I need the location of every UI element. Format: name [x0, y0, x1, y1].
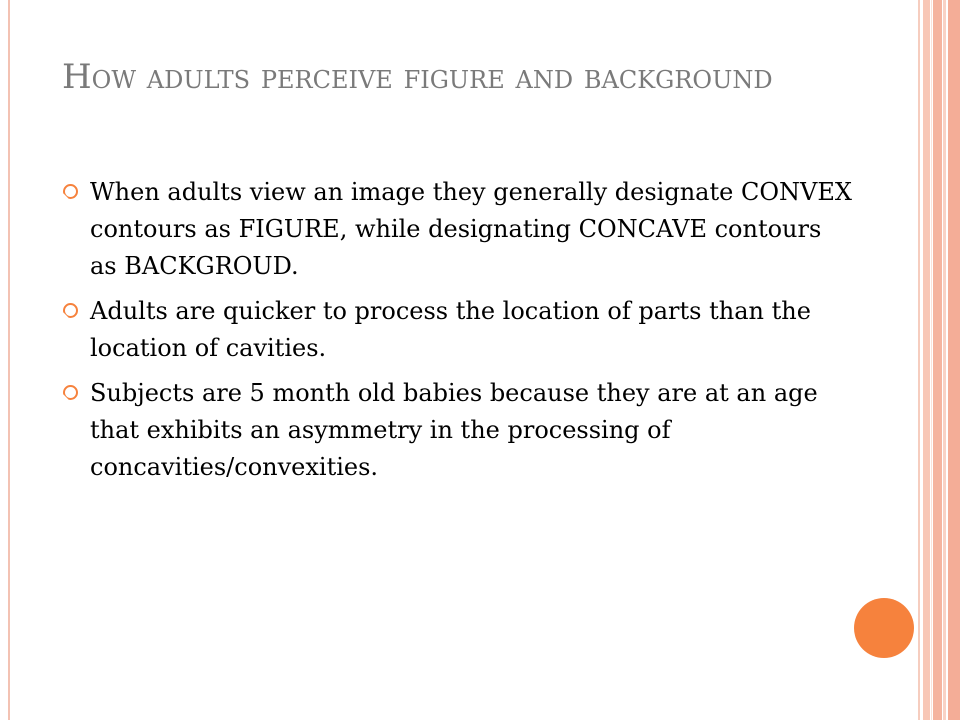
bullet-list: [62, 174, 852, 494]
bullet-text: Adults are quicker to process the location of parts than the location of cavities.: [90, 297, 811, 362]
bullet-text: Subjects are 5 month old babies because they are at an age that exhibits an asymmetry in the processing of concavities/convexities.: [90, 379, 818, 481]
bullet-item: [62, 293, 852, 367]
bullet-text: When adults view an image they generally designate CONVEX contours as FIGURE, while designating CONCAVE contours as BACKGROUD.: [90, 178, 852, 280]
left-border-line: [8, 0, 10, 720]
right-decorative-stripe: [923, 0, 930, 720]
right-decorative-stripe: [918, 0, 920, 720]
bullet-circle-icon: [63, 303, 78, 318]
right-decorative-stripe: [933, 0, 942, 720]
slide-title: How adults perceive figure and background: [62, 57, 773, 97]
bullet-circle-icon: [63, 184, 78, 199]
right-decorative-stripe: [948, 0, 960, 720]
bullet-circle-icon: [63, 385, 78, 400]
decorative-orange-circle: [854, 598, 914, 658]
bullet-item: [62, 174, 852, 285]
right-decorative-stripe: [931, 0, 932, 720]
bullet-item: [62, 375, 852, 486]
right-decorative-stripe: [943, 0, 946, 720]
